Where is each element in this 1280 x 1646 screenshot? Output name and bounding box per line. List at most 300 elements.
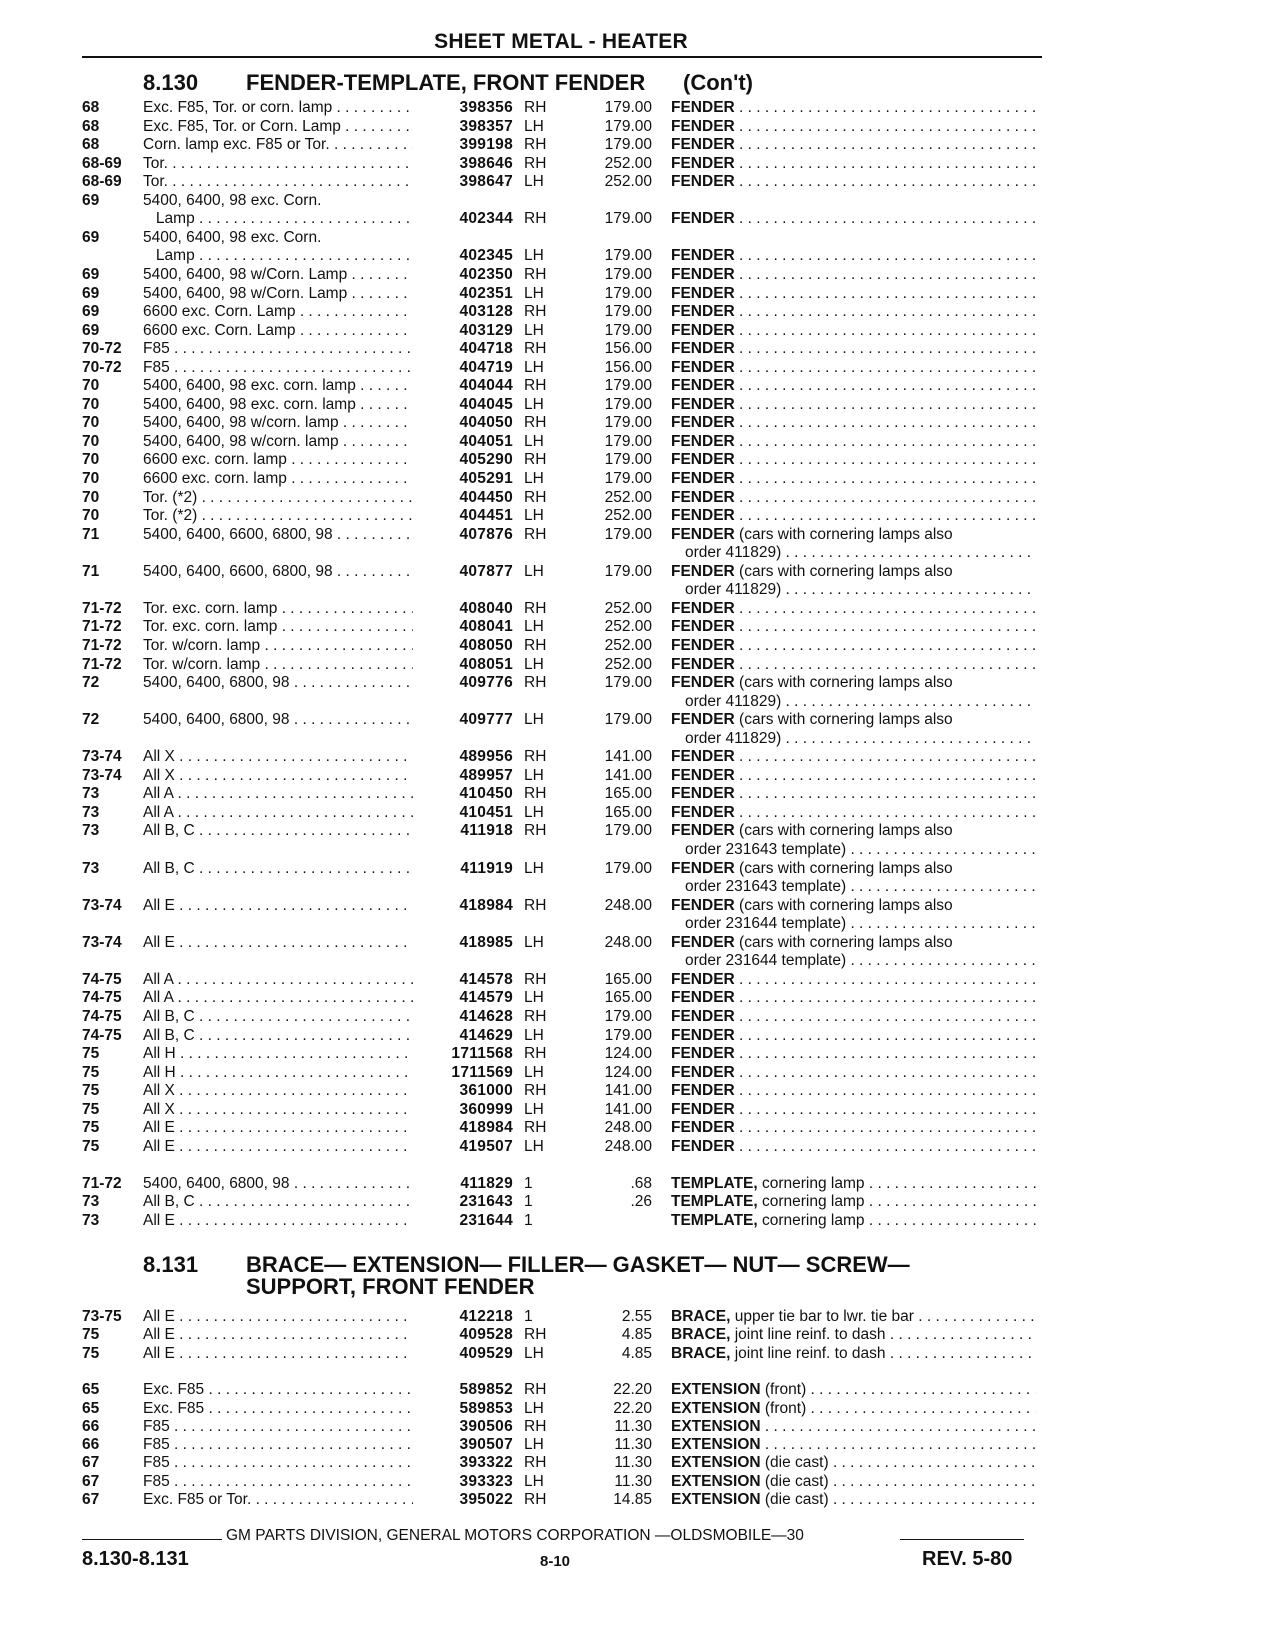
part-number: 390506 bbox=[459, 1417, 513, 1435]
part-name bbox=[671, 1137, 1036, 1156]
table-row bbox=[0, 784, 1280, 803]
part-number: 408040 bbox=[459, 599, 513, 617]
model-description: Exc. F85 . . . bbox=[143, 1380, 413, 1399]
table-row bbox=[0, 821, 1280, 840]
model-year: 75 bbox=[82, 1137, 100, 1155]
part-note: (cars with cornering lamps also bbox=[739, 711, 953, 729]
table-row bbox=[0, 1192, 1280, 1211]
model-year: 73 bbox=[82, 859, 100, 877]
table-row bbox=[0, 191, 1280, 210]
side-or-qty: RH bbox=[524, 822, 547, 840]
part-name-label: FENDER bbox=[671, 766, 735, 784]
model-description: 6600 exc. Corn. Lamp . . . bbox=[143, 302, 413, 321]
price: 11.30 bbox=[614, 1417, 652, 1435]
part-number: 411918 bbox=[460, 822, 513, 840]
price: 252.00 bbox=[604, 173, 652, 191]
part-name bbox=[671, 1211, 1036, 1230]
price: 252.00 bbox=[604, 507, 652, 525]
part-number: 393323 bbox=[459, 1472, 513, 1490]
table-row bbox=[0, 859, 1280, 878]
model-description: Exc. F85, Tor. or Corn. Lamp . . . bbox=[143, 117, 413, 136]
price: 4.85 bbox=[621, 1326, 652, 1344]
table-row bbox=[0, 302, 1280, 321]
side-or-qty: LH bbox=[524, 432, 544, 450]
side-or-qty: LH bbox=[524, 507, 544, 525]
table-row bbox=[0, 432, 1280, 451]
part-number: 398357 bbox=[459, 117, 513, 135]
part-note-continued: order 231643 template) . . . bbox=[685, 877, 1036, 896]
model-year: 74-75 bbox=[82, 970, 122, 988]
price: 165.00 bbox=[604, 785, 652, 803]
price: 252.00 bbox=[604, 618, 652, 636]
model-description: All H . . . bbox=[143, 1044, 413, 1063]
side-or-qty: RH bbox=[524, 1082, 547, 1100]
side-or-qty: LH bbox=[524, 1436, 544, 1454]
part-name bbox=[671, 673, 1036, 692]
part-number: 407876 bbox=[459, 525, 513, 543]
part-name-label: FENDER bbox=[671, 859, 735, 877]
part-name-label: FENDER bbox=[671, 488, 735, 506]
part-name-label: FENDER bbox=[671, 1026, 735, 1044]
table-row bbox=[0, 1081, 1280, 1100]
model-year: 67 bbox=[82, 1472, 100, 1490]
model-description: 5400, 6400, 98 w/corn. lamp . . . bbox=[143, 432, 413, 451]
part-name-label: FENDER bbox=[671, 1063, 735, 1081]
side-or-qty: LH bbox=[524, 766, 544, 784]
model-description: 5400, 6400, 98 w/Corn. Lamp . . . bbox=[143, 265, 413, 284]
model-description: Exc. F85 or Tor. . . . bbox=[143, 1490, 413, 1509]
model-year: 73-74 bbox=[82, 896, 122, 914]
part-number: 402350 bbox=[459, 265, 513, 283]
table-row bbox=[0, 172, 1280, 191]
model-description: Exc. F85 . . . bbox=[143, 1399, 413, 1418]
price: 156.00 bbox=[604, 340, 652, 358]
model-year: 65 bbox=[82, 1399, 100, 1417]
part-name-label: BRACE, bbox=[671, 1344, 731, 1362]
price: 179.00 bbox=[604, 1007, 652, 1025]
part-number: 409777 bbox=[459, 711, 513, 729]
table-row bbox=[0, 580, 1280, 599]
part-number: 418985 bbox=[459, 933, 513, 951]
model-year: 70 bbox=[82, 470, 100, 487]
part-number: 418984 bbox=[459, 1119, 513, 1137]
model-year: 69 bbox=[82, 228, 100, 246]
model-description: F85 . . . bbox=[143, 1472, 413, 1491]
part-number: 414578 bbox=[459, 970, 513, 988]
table-row bbox=[0, 1417, 1280, 1436]
price: 252.00 bbox=[604, 655, 652, 673]
table-row bbox=[0, 877, 1280, 896]
model-description: All E . . . bbox=[143, 1118, 413, 1137]
part-name-label: FENDER bbox=[671, 989, 735, 1007]
side-or-qty: RH bbox=[524, 1007, 547, 1025]
price: 124.00 bbox=[604, 1045, 652, 1063]
table-row bbox=[0, 376, 1280, 395]
table-row bbox=[0, 358, 1280, 377]
model-year: 71 bbox=[82, 525, 100, 543]
part-note: (cars with cornering lamps also bbox=[739, 896, 953, 914]
model-year: 68 bbox=[82, 117, 100, 135]
part-name bbox=[671, 933, 1036, 952]
side-or-qty: RH bbox=[524, 377, 547, 395]
model-description: 6600 exc. corn. lamp . . . bbox=[143, 469, 413, 488]
side-or-qty: RH bbox=[524, 210, 547, 228]
part-name bbox=[671, 209, 1036, 228]
part-note: cornering lamp bbox=[762, 1193, 865, 1211]
side-or-qty: LH bbox=[524, 321, 544, 339]
part-name-label: EXTENSION bbox=[671, 1491, 761, 1508]
side-or-qty: RH bbox=[524, 896, 547, 914]
part-name-label: FENDER bbox=[671, 636, 735, 654]
model-year: 71 bbox=[82, 562, 100, 580]
part-name-label: BRACE, bbox=[671, 1308, 731, 1325]
price: 252.00 bbox=[604, 636, 652, 654]
part-name-label: FENDER bbox=[671, 803, 735, 821]
price: 248.00 bbox=[604, 1119, 652, 1137]
model-description: F85 . . . bbox=[143, 339, 413, 358]
price: 248.00 bbox=[604, 933, 652, 951]
part-number: 399198 bbox=[459, 136, 513, 154]
part-name bbox=[671, 1325, 1036, 1344]
table-row bbox=[0, 1063, 1280, 1082]
side-or-qty: RH bbox=[524, 99, 547, 116]
part-name-label: FENDER bbox=[671, 822, 735, 840]
model-year: 73-74 bbox=[82, 766, 122, 784]
part-name bbox=[671, 284, 1036, 303]
part-note: (die cast) bbox=[764, 1491, 829, 1508]
part-number: 407877 bbox=[459, 562, 513, 580]
price: 248.00 bbox=[604, 896, 652, 914]
price: 14.85 bbox=[613, 1491, 652, 1508]
part-note: (die cast) bbox=[764, 1472, 829, 1490]
table-row bbox=[0, 1325, 1280, 1344]
part-note: cornering lamp bbox=[762, 1174, 865, 1192]
part-name-label: FENDER bbox=[671, 785, 735, 803]
model-year: 68 bbox=[82, 99, 100, 116]
side-or-qty: 1 bbox=[524, 1193, 533, 1211]
table-row bbox=[0, 562, 1280, 581]
part-note: (cars with cornering lamps also bbox=[739, 674, 953, 692]
model-description: F85 . . . bbox=[143, 1453, 413, 1472]
model-description: 5400, 6400, 6800, 98 . . . bbox=[143, 673, 413, 692]
price: 179.00 bbox=[604, 525, 652, 543]
model-year: 75 bbox=[82, 1326, 100, 1344]
part-name-label: TEMPLATE, bbox=[671, 1174, 758, 1192]
part-number: 412218 bbox=[459, 1308, 513, 1325]
part-number: 405290 bbox=[459, 451, 513, 469]
model-year: 73 bbox=[82, 822, 100, 840]
part-name bbox=[671, 821, 1036, 840]
part-number: 398356 bbox=[459, 99, 513, 116]
model-description: 5400, 6400, 6600, 6800, 98 . . . bbox=[143, 525, 413, 544]
part-name-label: FENDER bbox=[671, 711, 735, 729]
part-name bbox=[671, 117, 1036, 136]
model-year: 73 bbox=[82, 785, 100, 803]
part-name-label: FENDER bbox=[671, 284, 735, 302]
part-name bbox=[671, 710, 1036, 729]
part-name-label: FENDER bbox=[671, 896, 735, 914]
part-name bbox=[671, 1174, 1036, 1193]
model-year: 74-75 bbox=[82, 1007, 122, 1025]
model-description: All X . . . bbox=[143, 1100, 413, 1119]
model-description: 5400, 6400, 98 exc. corn. lamp . . . bbox=[143, 376, 413, 395]
part-name bbox=[671, 246, 1036, 265]
part-name-label: EXTENSION bbox=[671, 1436, 761, 1454]
part-number: 409528 bbox=[459, 1326, 513, 1344]
part-name-label: EXTENSION bbox=[671, 1399, 761, 1417]
side-or-qty: RH bbox=[524, 1326, 547, 1344]
part-name-label: FENDER bbox=[671, 1137, 735, 1155]
model-year: 70-72 bbox=[82, 358, 122, 376]
side-or-qty: RH bbox=[524, 599, 547, 617]
part-name-label: FENDER bbox=[671, 970, 735, 988]
price: 179.00 bbox=[604, 822, 652, 840]
part-name-label: FENDER bbox=[671, 173, 735, 191]
table-row bbox=[0, 1490, 1280, 1509]
part-note: cornering lamp bbox=[762, 1212, 865, 1229]
side-or-qty: RH bbox=[524, 414, 547, 432]
part-name-label: FENDER bbox=[671, 1100, 735, 1118]
model-year: 72 bbox=[82, 674, 100, 692]
part-name-label: FENDER bbox=[671, 507, 735, 525]
price: 248.00 bbox=[604, 1137, 652, 1155]
model-year: 75 bbox=[82, 1082, 100, 1100]
part-number: 398647 bbox=[459, 173, 513, 191]
side-or-qty: LH bbox=[524, 618, 544, 636]
price: 141.00 bbox=[604, 748, 652, 766]
table-row bbox=[0, 988, 1280, 1007]
table-row bbox=[0, 896, 1280, 915]
model-description: All E . . . bbox=[143, 1211, 413, 1230]
table-row bbox=[0, 1007, 1280, 1026]
part-name bbox=[671, 1307, 1036, 1326]
part-note: (front) bbox=[764, 1381, 807, 1399]
table-row bbox=[0, 1044, 1280, 1063]
table-row bbox=[0, 914, 1280, 933]
side-or-qty: LH bbox=[524, 933, 544, 951]
model-description: Tor. . . . bbox=[143, 172, 413, 191]
table-row bbox=[0, 450, 1280, 469]
model-description: 5400, 6400, 6800, 98 . . . bbox=[143, 710, 413, 729]
table-row bbox=[0, 747, 1280, 766]
model-description: Tor. (*2) . . . bbox=[143, 506, 413, 525]
part-name bbox=[671, 506, 1036, 525]
part-name-label: FENDER bbox=[671, 154, 735, 172]
part-name-label: FENDER bbox=[671, 340, 735, 358]
price: 179.00 bbox=[604, 859, 652, 877]
section-title-line2: SUPPORT, FRONT FENDER bbox=[246, 1274, 535, 1299]
part-number: 398646 bbox=[459, 154, 513, 172]
part-number: 404050 bbox=[459, 414, 513, 432]
side-or-qty: LH bbox=[524, 989, 544, 1007]
part-number: 231643 bbox=[459, 1193, 513, 1211]
part-note: (cars with cornering lamps also bbox=[739, 822, 953, 840]
table-row bbox=[0, 599, 1280, 618]
model-year: 73 bbox=[82, 1193, 100, 1211]
part-name bbox=[671, 1192, 1036, 1211]
side-or-qty: LH bbox=[524, 803, 544, 821]
side-or-qty: LH bbox=[524, 247, 544, 265]
part-number: 393322 bbox=[459, 1454, 513, 1472]
part-number: 404044 bbox=[459, 377, 513, 395]
part-name bbox=[671, 1435, 1036, 1454]
part-note-continued: order 411829) . . . bbox=[685, 729, 1036, 748]
part-number: 409529 bbox=[459, 1344, 513, 1362]
table-row bbox=[0, 1211, 1280, 1230]
table-row bbox=[0, 321, 1280, 340]
part-number: 414579 bbox=[459, 989, 513, 1007]
part-number: 408050 bbox=[459, 636, 513, 654]
part-name-label: FENDER bbox=[671, 395, 735, 413]
price: 141.00 bbox=[604, 766, 652, 784]
part-note: joint line reinf. to dash bbox=[734, 1326, 886, 1344]
model-year: 74-75 bbox=[82, 989, 122, 1007]
side-or-qty: RH bbox=[524, 970, 547, 988]
part-name bbox=[671, 1453, 1036, 1472]
part-name bbox=[671, 1007, 1036, 1026]
model-description: F85 . . . bbox=[143, 1435, 413, 1454]
table-row bbox=[0, 209, 1280, 228]
price: 179.00 bbox=[604, 1026, 652, 1044]
model-description: 5400, 6400, 98 exc. Corn. bbox=[143, 228, 322, 246]
model-year: 68 bbox=[82, 136, 100, 154]
price: 22.20 bbox=[613, 1399, 652, 1417]
price: 252.00 bbox=[604, 154, 652, 172]
footer-publisher: GM PARTS DIVISION, GENERAL MOTORS CORPORATION —OLDSMOBILE—30 bbox=[226, 1527, 804, 1544]
model-description: F85 . . . bbox=[143, 1417, 413, 1436]
footer-rule-left bbox=[82, 1539, 222, 1540]
model-description: All A . . . bbox=[143, 970, 413, 989]
part-name-label: EXTENSION bbox=[671, 1454, 761, 1472]
model-description: All E . . . bbox=[143, 1325, 413, 1344]
table-row bbox=[0, 655, 1280, 674]
part-number: 360999 bbox=[459, 1100, 513, 1118]
price: 2.55 bbox=[621, 1308, 652, 1325]
price: 179.00 bbox=[604, 247, 652, 265]
price: 165.00 bbox=[604, 803, 652, 821]
model-description: All E . . . bbox=[143, 1137, 413, 1156]
model-description: 5400, 6400, 98 exc. corn. lamp . . . bbox=[143, 395, 413, 414]
table-row bbox=[0, 692, 1280, 711]
table-row bbox=[0, 803, 1280, 822]
part-name-label: TEMPLATE, bbox=[671, 1193, 758, 1211]
price: 141.00 bbox=[604, 1082, 652, 1100]
price: 179.00 bbox=[604, 210, 652, 228]
part-note: (cars with cornering lamps also bbox=[739, 562, 953, 580]
part-name-label: FENDER bbox=[671, 1082, 735, 1100]
table-row bbox=[0, 1174, 1280, 1193]
model-year: 71-72 bbox=[82, 655, 122, 673]
side-or-qty: 1 bbox=[524, 1212, 533, 1229]
model-year: 70 bbox=[82, 507, 100, 525]
part-note: (cars with cornering lamps also bbox=[739, 933, 953, 951]
model-year: 70 bbox=[82, 414, 100, 432]
model-year: 70 bbox=[82, 451, 100, 469]
table-row bbox=[0, 951, 1280, 970]
part-name bbox=[671, 358, 1036, 377]
model-year: 69 bbox=[82, 284, 100, 302]
part-note-continued: order 411829) . . . bbox=[685, 692, 1036, 711]
part-number: 418984 bbox=[459, 896, 513, 914]
section-heading-8-131 bbox=[143, 1252, 1043, 1302]
part-name bbox=[671, 803, 1036, 822]
side-or-qty: RH bbox=[524, 488, 547, 506]
model-description: Tor. exc. corn. lamp . . . bbox=[143, 617, 413, 636]
side-or-qty: LH bbox=[524, 562, 544, 580]
part-number: 395022 bbox=[459, 1491, 513, 1508]
part-number: 589852 bbox=[459, 1381, 513, 1399]
part-name-label: FENDER bbox=[671, 321, 735, 339]
part-name bbox=[671, 339, 1036, 358]
part-name-label: FENDER bbox=[671, 136, 735, 154]
side-or-qty: RH bbox=[524, 1417, 547, 1435]
model-year: 73-74 bbox=[82, 933, 122, 951]
model-description: Lamp . . . bbox=[143, 246, 413, 265]
model-description: Tor. . . . bbox=[143, 154, 413, 173]
side-or-qty: 1 bbox=[524, 1174, 533, 1192]
model-description: Corn. lamp exc. F85 or Tor. . . . bbox=[143, 135, 413, 154]
model-year: 71-72 bbox=[82, 636, 122, 654]
table-row bbox=[0, 284, 1280, 303]
part-note: (cars with cornering lamps also bbox=[739, 859, 953, 877]
model-year: 74-75 bbox=[82, 1026, 122, 1044]
model-description: All E . . . bbox=[143, 896, 413, 915]
table-row bbox=[0, 1307, 1280, 1326]
part-name bbox=[671, 1399, 1036, 1418]
model-year: 70 bbox=[82, 488, 100, 506]
part-name bbox=[671, 1490, 1036, 1509]
part-name bbox=[671, 469, 1036, 488]
table-row bbox=[0, 413, 1280, 432]
table-row bbox=[0, 1100, 1280, 1119]
model-year: 75 bbox=[82, 1100, 100, 1118]
model-description: All B, C . . . bbox=[143, 1192, 413, 1211]
model-description: All X . . . bbox=[143, 747, 413, 766]
side-or-qty: LH bbox=[524, 470, 544, 487]
model-description: 6600 exc. corn. lamp . . . bbox=[143, 450, 413, 469]
part-name-label: FENDER bbox=[671, 451, 735, 469]
model-year: 71-72 bbox=[82, 1174, 122, 1192]
price: 179.00 bbox=[604, 377, 652, 395]
price: 179.00 bbox=[604, 136, 652, 154]
part-number: 419507 bbox=[459, 1137, 513, 1155]
price: 179.00 bbox=[604, 99, 652, 116]
model-year: 68-69 bbox=[82, 154, 122, 172]
part-name bbox=[671, 172, 1036, 191]
model-description: All B, C . . . bbox=[143, 1007, 413, 1026]
model-year: 75 bbox=[82, 1045, 100, 1063]
model-year: 70 bbox=[82, 432, 100, 450]
part-name bbox=[671, 98, 1036, 117]
part-note: (die cast) bbox=[764, 1454, 829, 1472]
model-description: 5400, 6400, 98 w/corn. lamp . . . bbox=[143, 413, 413, 432]
price: 124.00 bbox=[604, 1063, 652, 1081]
side-or-qty: RH bbox=[524, 525, 547, 543]
table-row bbox=[0, 543, 1280, 562]
part-name-label: FENDER bbox=[671, 117, 735, 135]
footer-rule-right bbox=[900, 1539, 1024, 1540]
part-name-label: FENDER bbox=[671, 99, 735, 116]
part-name bbox=[671, 617, 1036, 636]
side-or-qty: LH bbox=[524, 711, 544, 729]
part-name bbox=[671, 1344, 1036, 1363]
part-number: 405291 bbox=[459, 470, 513, 487]
part-number: 404451 bbox=[459, 507, 513, 525]
part-name-label: FENDER bbox=[671, 303, 735, 321]
part-name bbox=[671, 747, 1036, 766]
model-year: 73-74 bbox=[82, 748, 122, 766]
model-description: All X . . . bbox=[143, 1081, 413, 1100]
